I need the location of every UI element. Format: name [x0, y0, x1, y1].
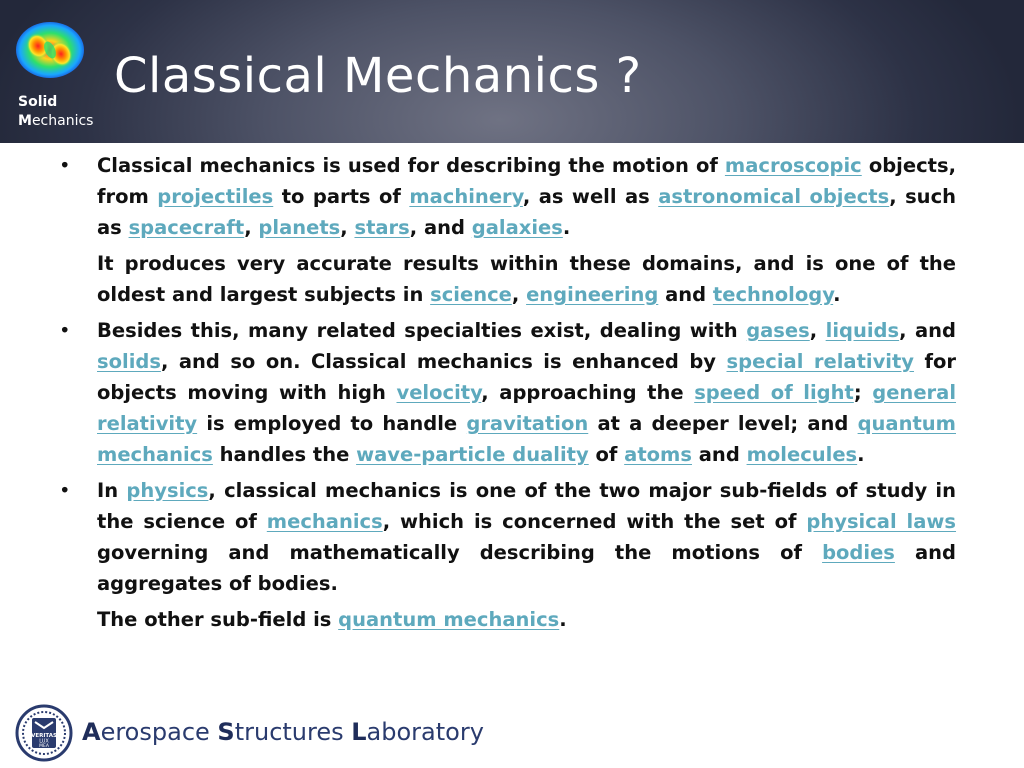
link-quantum-mechanics-2[interactable]: quantum mechanics: [338, 608, 560, 631]
bullet-dot: •: [59, 154, 71, 177]
link-general-relativity[interactable]: general relativity: [97, 381, 957, 435]
paragraph-2: The other sub-field is quantum mechanics.: [97, 608, 567, 631]
link-spacecraft[interactable]: spacecraft: [128, 216, 245, 239]
slide-body: [56, 150, 956, 640]
bullet-2: • Besides this, many related specialties exist, dealing with gases, liquids, and solids, and so on. Classical mechanics is enhanced by special relativity for objects moving with high velocity, approaching the speed of light; general relativity is employed to handle gravitation at a deeper level; and quantum mechanics handles the wave-particle duality of atoms and molecules.: [56, 315, 956, 470]
bullet-1: • Classical mechanics is used for describing the motion of macroscopic objects, from projectiles to parts of machinery, as well as astronomical objects, such as spacecraft, planets, stars, and galaxies.: [56, 150, 956, 243]
link-technology[interactable]: technology: [712, 283, 834, 306]
link-solids[interactable]: solids: [97, 350, 161, 373]
link-mechanics[interactable]: mechanics: [266, 510, 383, 533]
slide-footer: [0, 700, 1024, 768]
link-bodies[interactable]: bodies: [822, 541, 895, 564]
link-atoms[interactable]: atoms: [624, 443, 692, 466]
slide-title: Classical Mechanics ?: [114, 48, 642, 104]
solid-mechanics-logo-icon: [14, 20, 86, 80]
bullet-dot: •: [59, 319, 71, 342]
link-stars[interactable]: stars: [354, 216, 410, 239]
link-velocity[interactable]: velocity: [396, 381, 482, 404]
logo-caption: [18, 93, 93, 131]
bullet-3: • In physics, classical mechanics is one of the two major sub-fields of study in the science of mechanics, which is concerned with the set of physical laws governing and mathematically describing the motions of bodies and aggregates of bodies.: [56, 475, 956, 599]
seal-text-3: MEA: [39, 744, 49, 749]
link-special-relativity[interactable]: special relativity: [726, 350, 914, 373]
paragraph-1: It produces very accurate results within these domains, and is one of the oldest and largest subjects in science, engineering and technology.: [97, 252, 956, 306]
seal-text-2: LUX: [39, 738, 49, 745]
link-quantum-mechanics[interactable]: quantum mechanics: [97, 412, 956, 466]
university-seal-icon: [15, 704, 73, 762]
link-projectiles[interactable]: projectiles: [157, 185, 274, 208]
link-machinery[interactable]: machinery: [409, 185, 523, 208]
link-physical-laws[interactable]: physical laws: [806, 510, 957, 533]
link-planets[interactable]: planets: [258, 216, 341, 239]
link-wave-particle-duality[interactable]: wave-particle duality: [356, 443, 589, 466]
link-molecules[interactable]: molecules: [746, 443, 858, 466]
link-physics[interactable]: physics: [126, 479, 209, 502]
link-gases[interactable]: gases: [746, 319, 810, 342]
link-gravitation[interactable]: gravitation: [466, 412, 589, 435]
lab-name: Aerospace Structures Laboratory: [82, 718, 484, 746]
link-speed-of-light[interactable]: speed of light: [694, 381, 854, 404]
logo-line-2: Mechanics: [18, 113, 94, 129]
link-astronomical-objects[interactable]: astronomical objects: [658, 185, 890, 208]
link-science[interactable]: science: [430, 283, 512, 306]
link-engineering[interactable]: engineering: [526, 283, 659, 306]
slide-header: [0, 0, 1024, 143]
seal-text-1: VERITAS: [31, 733, 57, 739]
logo-line-1: Solid: [18, 94, 58, 110]
link-liquids[interactable]: liquids: [825, 319, 900, 342]
bullet-dot: •: [59, 479, 71, 502]
link-galaxies[interactable]: galaxies: [471, 216, 563, 239]
link-macroscopic[interactable]: macroscopic: [724, 154, 862, 177]
